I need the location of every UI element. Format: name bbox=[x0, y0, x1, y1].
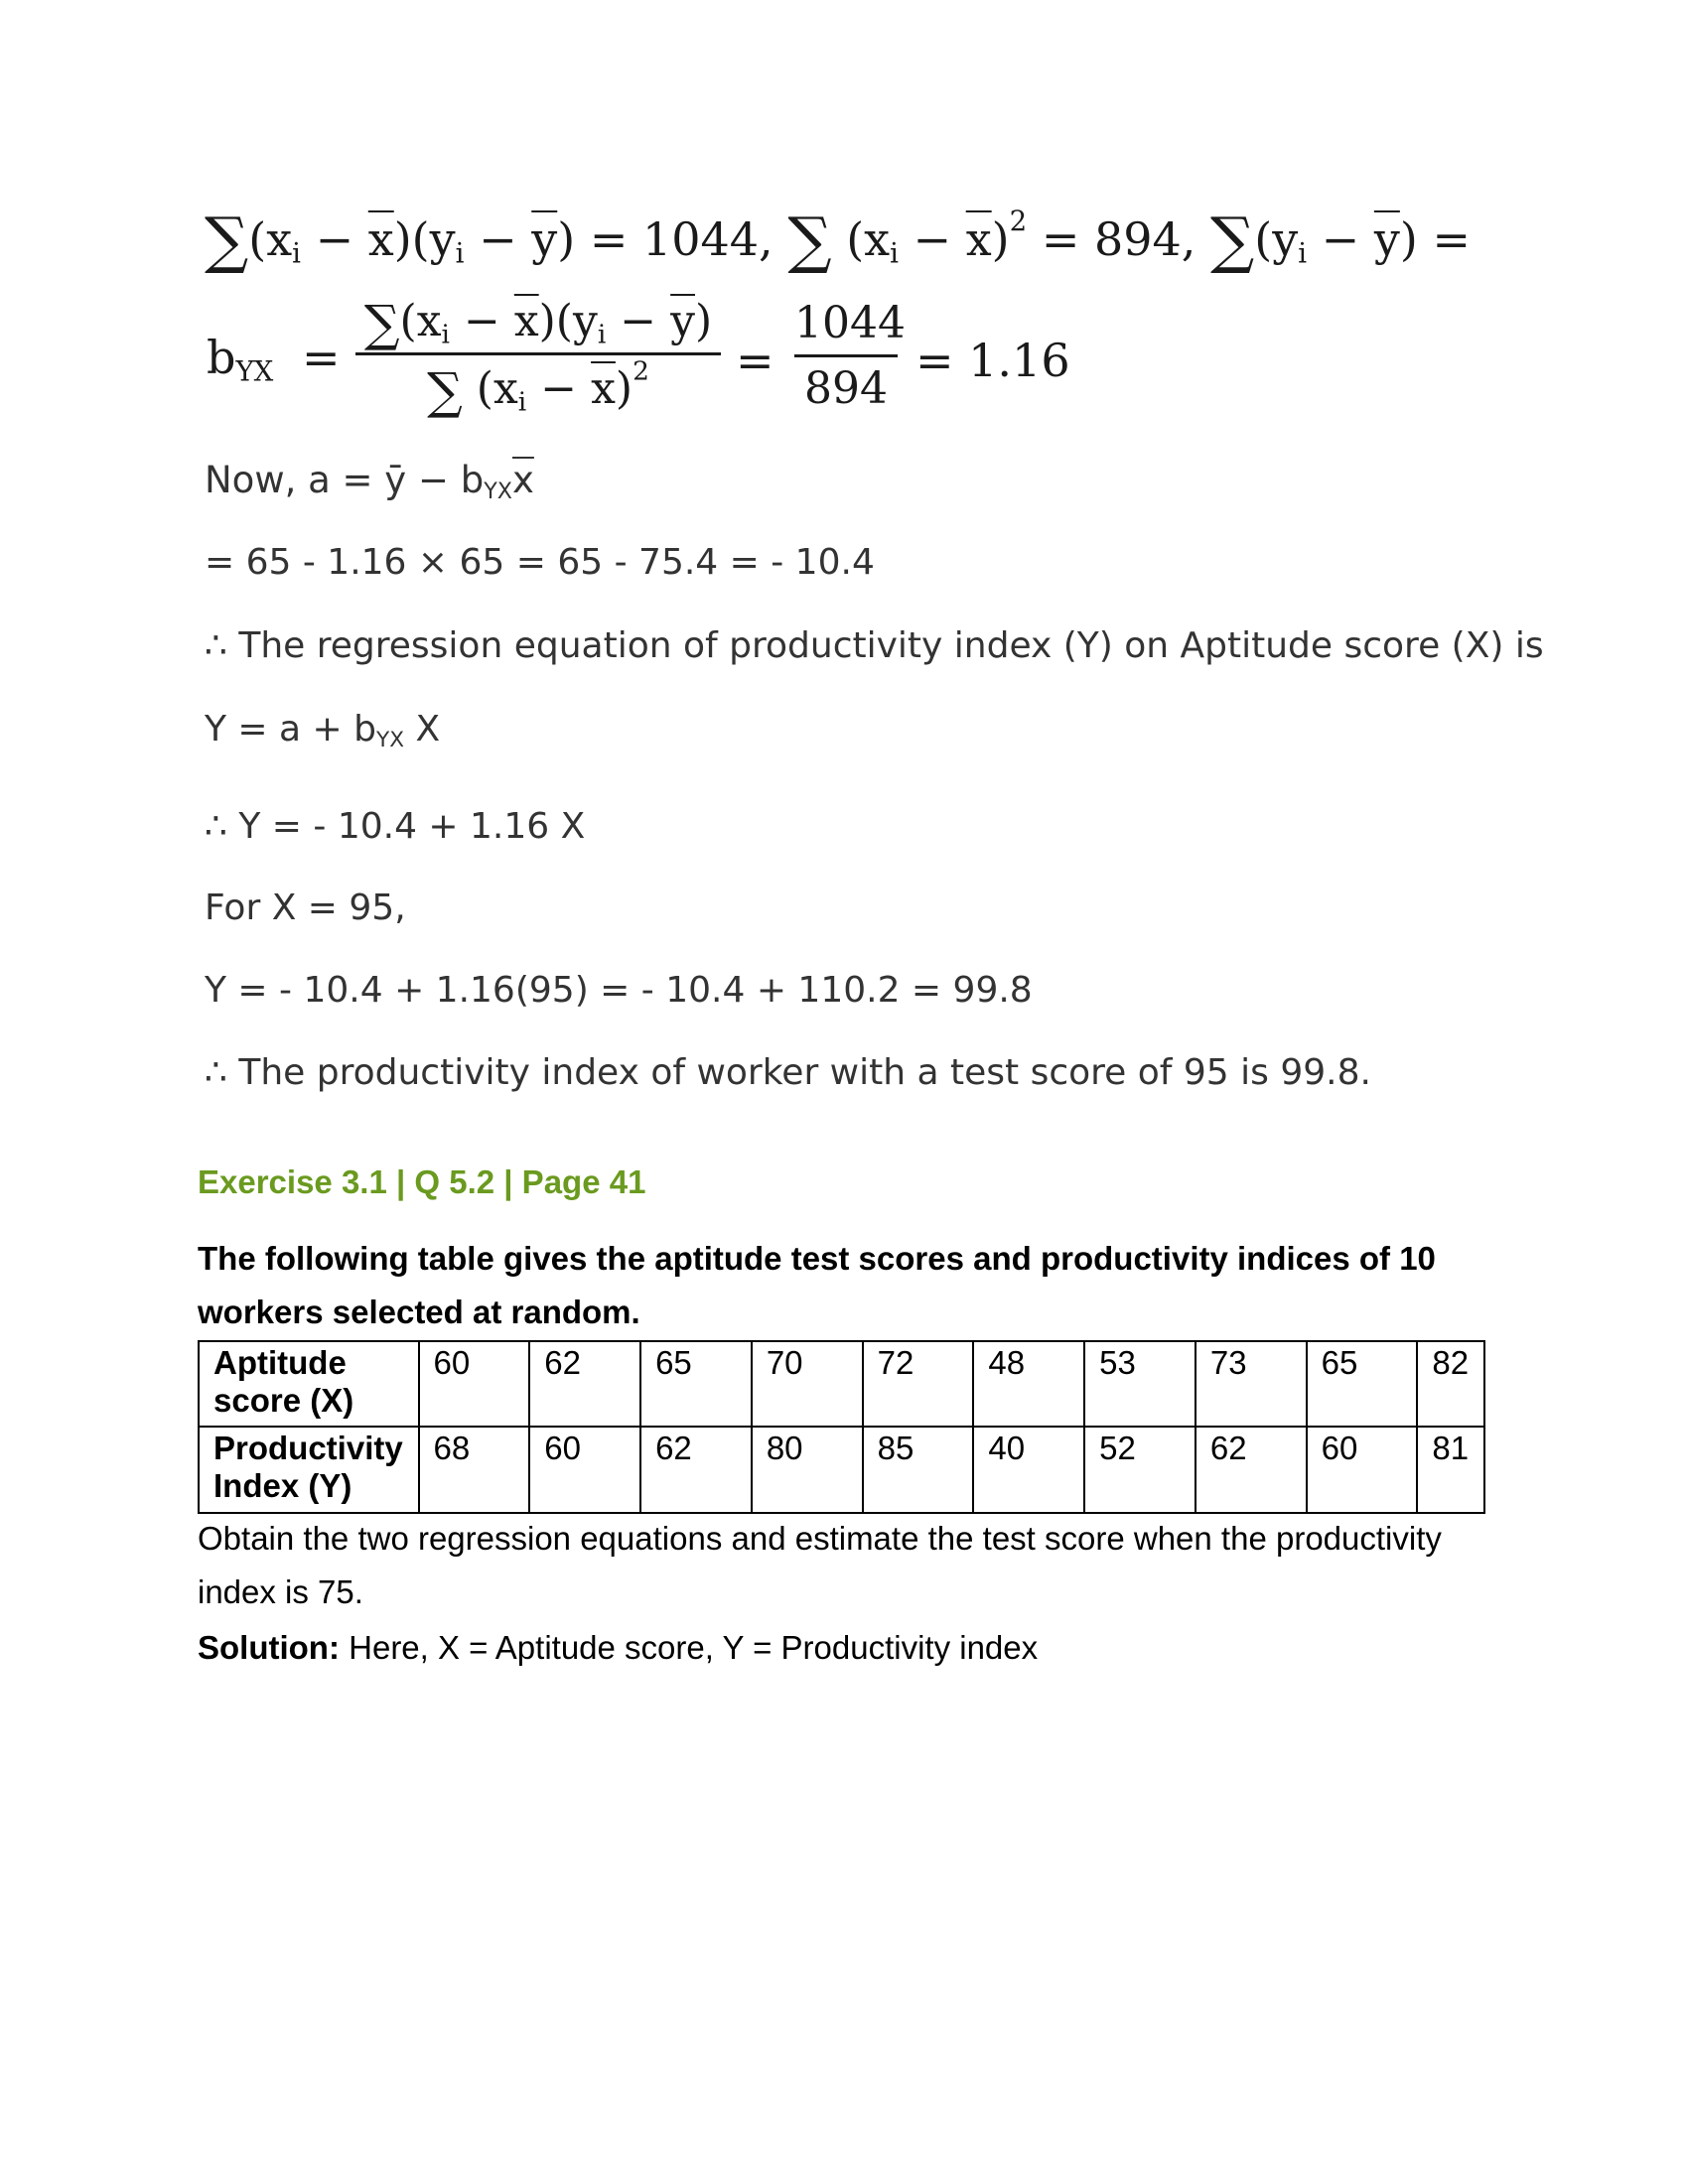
table-cell: 62 bbox=[1196, 1427, 1307, 1513]
sum-cross-value: = 1044, bbox=[589, 212, 774, 266]
table-cell: 62 bbox=[529, 1341, 640, 1427]
table-row bbox=[199, 1427, 1484, 1513]
fraction-bar bbox=[794, 354, 898, 357]
sigma-symbol: ∑ bbox=[1210, 204, 1255, 276]
question-line-2: workers selected at random. bbox=[198, 1294, 640, 1330]
intercept-formula: Now, a = ȳ − $b_{YX}\overline{x}$ bbox=[205, 459, 534, 505]
table-row bbox=[199, 1341, 1484, 1427]
for-x-line: For X = 95, bbox=[205, 887, 406, 928]
solution-line bbox=[198, 1629, 1038, 1667]
byx-result: = 1.16 bbox=[915, 334, 1070, 387]
table-cell: 53 bbox=[1084, 1341, 1196, 1427]
sigma-symbol: ∑ bbox=[787, 204, 832, 276]
data-table bbox=[198, 1340, 1485, 1514]
exercise-heading: Exercise 3.1 | Q 5.2 | Page 41 bbox=[198, 1163, 646, 1200]
table-cell: 60 bbox=[529, 1427, 640, 1513]
table-cell: 60 bbox=[419, 1341, 530, 1427]
question-line-1: The following table gives the aptitude test scores and productivity indices of 10 bbox=[198, 1240, 1436, 1277]
table-cell: 65 bbox=[640, 1341, 752, 1427]
sigma-symbol: ∑ bbox=[205, 204, 249, 276]
regression-final-equation: ∴ Y = - 10.4 + 1.16 X bbox=[205, 806, 586, 847]
table-cell: 70 bbox=[752, 1341, 863, 1427]
row-header-aptitude: Aptitude score (X) bbox=[199, 1341, 419, 1427]
solution-label: Solution: bbox=[198, 1629, 340, 1666]
regression-general-equation: $Y = a + b_{YX}$ X bbox=[205, 709, 441, 753]
row-header-productivity: Productivity Index (Y) bbox=[199, 1427, 419, 1513]
table-cell: 65 bbox=[1307, 1341, 1418, 1427]
fraction-numerator: $\sum(x_i - \overline{x})(y_i - \overline{y})$ bbox=[363, 295, 713, 352]
table-cell: 68 bbox=[419, 1427, 530, 1513]
sum-sq-value: = 894, bbox=[1041, 212, 1196, 266]
byx-fraction-numeric bbox=[794, 298, 906, 414]
table-cell: 60 bbox=[1307, 1427, 1418, 1513]
table-cell: 80 bbox=[752, 1427, 863, 1513]
byx-label: $b_{YX}$ = bbox=[207, 331, 341, 388]
table-cell: 85 bbox=[863, 1427, 974, 1513]
obtain-line-1: Obtain the two regression equations and estimate the test score when the productivity bbox=[198, 1520, 1442, 1557]
solution-text: Here, X = Aptitude score, Y = Productivity index bbox=[339, 1629, 1039, 1666]
table-cell: 52 bbox=[1084, 1427, 1196, 1513]
table-cell: 73 bbox=[1196, 1341, 1307, 1427]
sum-y-value: = bbox=[1432, 212, 1471, 266]
y-calculation: Y = - 10.4 + 1.16(95) = - 10.4 + 110.2 = 99.8 bbox=[205, 970, 1033, 1011]
table-cell: 81 bbox=[1417, 1427, 1484, 1513]
sum-y-term: $(y_i - \overline{y})$ bbox=[1254, 212, 1418, 270]
table-cell: 72 bbox=[863, 1341, 974, 1427]
sums-formula-line bbox=[205, 204, 1471, 276]
fraction-denominator: ∑ $(x_i - \overline{x})^2$ bbox=[427, 355, 649, 420]
byx-fraction-symbolic bbox=[355, 294, 721, 420]
table-cell: 62 bbox=[640, 1427, 752, 1513]
regression-statement: ∴ The regression equation of productivity index (Y) on Aptitude score (X) is bbox=[205, 625, 1544, 666]
sum-sq-term: $(x_i - \overline{x})^2$ bbox=[831, 205, 1028, 270]
obtain-line-2: index is 75. bbox=[198, 1573, 363, 1610]
intercept-calculation: = 65 - 1.16 × 65 = 65 - 75.4 = - 10.4 bbox=[205, 542, 875, 583]
table-cell: 40 bbox=[973, 1427, 1084, 1513]
equals-sign: = bbox=[736, 334, 774, 387]
table-cell: 48 bbox=[973, 1341, 1084, 1427]
conclusion: ∴ The productivity index of worker with a test score of 95 is 99.8. bbox=[205, 1052, 1371, 1093]
table-cell: 82 bbox=[1417, 1341, 1484, 1427]
fraction-bar bbox=[355, 352, 721, 355]
fraction-denominator-value: 894 bbox=[804, 363, 888, 414]
fraction-numerator-value: 1044 bbox=[794, 298, 906, 348]
sum-cross-term: $(x_i - \overline{x})(y_i - \overline{y})$ bbox=[248, 212, 576, 270]
